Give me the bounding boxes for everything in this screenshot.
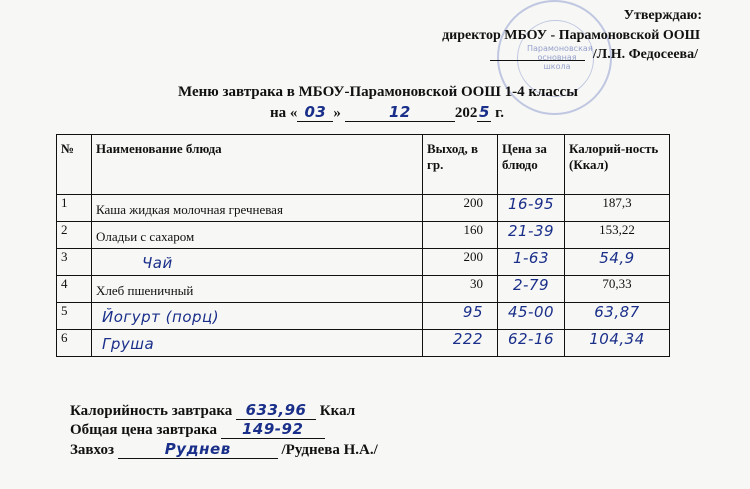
director-signature-line: [490, 60, 585, 61]
stamp-text: Парамоновская основная школа: [527, 44, 593, 71]
row-name: Оладьи с сахаром: [92, 222, 423, 249]
date-mid: »: [333, 105, 341, 121]
row-name: Груша: [92, 330, 423, 357]
table-row: [57, 222, 670, 249]
approval-label: Утверждаю:: [623, 8, 702, 23]
summary-calories-label: Калорийность завтрака: [70, 403, 233, 419]
row-output: 95: [423, 303, 498, 330]
header-price: Цена за блюдо: [498, 135, 565, 195]
row-output: 200: [423, 195, 498, 222]
row-price: 2-79: [498, 276, 565, 303]
row-name: Каша жидкая молочная гречневая: [92, 195, 423, 222]
summary-calories: [70, 401, 355, 420]
row-output: 160: [423, 222, 498, 249]
table-row: [57, 276, 670, 303]
row-num: 1: [57, 195, 92, 222]
row-name: Йогурт (порц): [92, 303, 423, 330]
header-kcal: Калорий-ность (Ккал): [565, 135, 670, 195]
date-prefix: на «: [270, 105, 298, 121]
date-month: 12: [345, 103, 455, 122]
date-year-digit: 5: [478, 103, 490, 121]
date-day: 03: [297, 103, 333, 122]
table-row: [57, 303, 670, 330]
menu-date: [270, 103, 504, 122]
row-price: 16-95: [498, 195, 565, 222]
keeper-name: /Руднева Н.А./: [281, 442, 378, 458]
row-num: 4: [57, 276, 92, 303]
keeper-label: Завхоз: [70, 442, 114, 458]
page-title: Меню завтрака в МБОУ-Парамоновской ООШ 1-4 классы: [178, 84, 578, 100]
row-name: Хлеб пшеничный: [92, 276, 423, 303]
row-kcal: 63,87: [565, 303, 670, 330]
row-output: 30: [423, 276, 498, 303]
header-output: Выход, в гр.: [423, 135, 498, 195]
row-price: 1-63: [498, 249, 565, 276]
summary-calories-unit: Ккал: [319, 403, 356, 419]
summary-price-value: 149-92: [221, 420, 325, 439]
date-suffix: г.: [491, 105, 505, 121]
row-kcal: 70,33: [565, 276, 670, 303]
row-kcal: 54,9: [565, 249, 670, 276]
summary-price-label: Общая цена завтрака: [70, 422, 217, 438]
row-kcal: 104,34: [565, 330, 670, 357]
row-output: 200: [423, 249, 498, 276]
table-row: [57, 195, 670, 222]
row-output: 222: [423, 330, 498, 357]
summary-price: [70, 420, 325, 439]
approval-director-name: /Л.Н. Федосеева/: [592, 47, 698, 62]
table-header-row: [57, 135, 670, 195]
summary-keeper: [70, 440, 378, 459]
row-price: 45-00: [498, 303, 565, 330]
header-name: Наименование блюда: [92, 135, 423, 195]
menu-table: [56, 134, 670, 357]
row-name: Чай: [92, 249, 423, 276]
table-row: [57, 330, 670, 357]
date-year-prefix: 202: [454, 105, 478, 121]
row-num: 6: [57, 330, 92, 357]
row-num: 2: [57, 222, 92, 249]
row-num: 5: [57, 303, 92, 330]
header-num: №: [57, 135, 92, 195]
approval-position: директор МБОУ - Парамоновской ООШ: [442, 28, 700, 43]
row-price: 62-16: [498, 330, 565, 357]
summary-calories-value: 633,96: [236, 401, 316, 420]
row-kcal: 187,3: [565, 195, 670, 222]
row-price: 21-39: [498, 222, 565, 249]
row-num: 3: [57, 249, 92, 276]
keeper-signature: Руднев: [118, 440, 278, 459]
row-kcal: 153,22: [565, 222, 670, 249]
table-row: [57, 249, 670, 276]
